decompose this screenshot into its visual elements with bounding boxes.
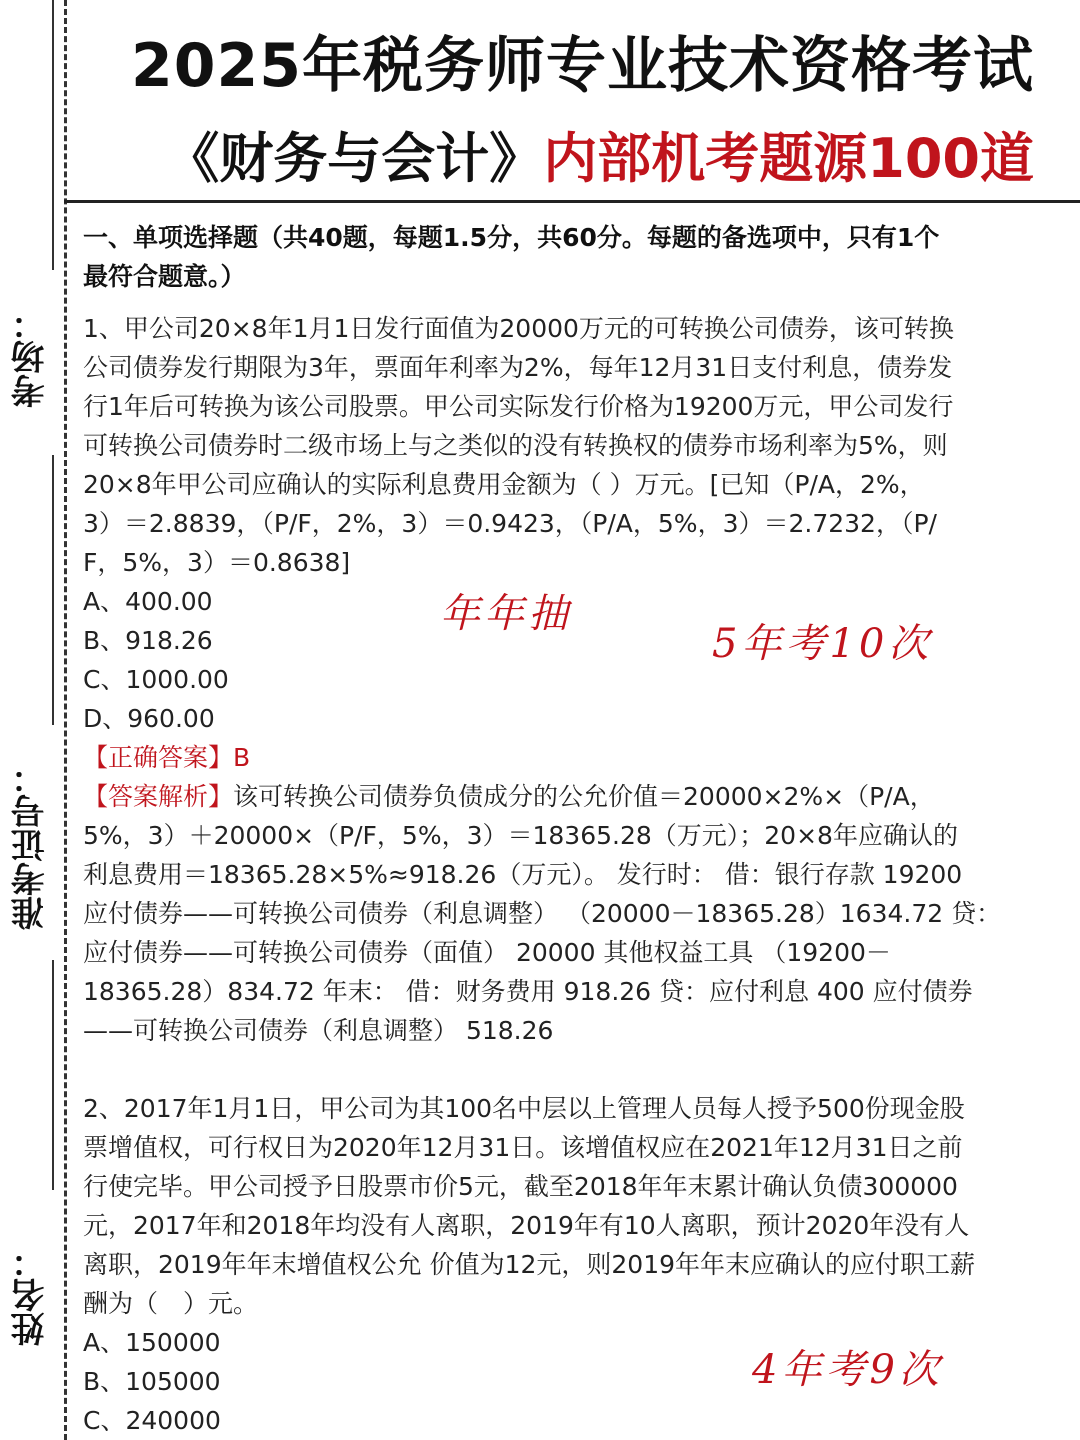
page-subtitle xyxy=(70,116,1080,193)
question-stem-line: 票增值权，可行权日为2020年12月31日。该增值权应在2021年12月31日之前 xyxy=(83,1133,963,1162)
analysis-line: 18365.28）834.72 年末： 借：财务费用 918.26 贷：应付利息 400 应付债券 xyxy=(83,977,973,1006)
option-a: A、150000 xyxy=(83,1328,221,1357)
handwritten-note-frequency-q2: 4年考9次 xyxy=(752,1347,943,1393)
analysis-line: ——可转换公司债券（利息调整） 518.26 xyxy=(83,1016,554,1045)
admission-number-label: 准考证号： xyxy=(11,760,51,930)
option-b: B、105000 xyxy=(83,1367,221,1396)
analysis-first-line xyxy=(83,777,1056,816)
subject-name: 《财务与会计》 xyxy=(165,127,544,190)
analysis-text: 该可转换公司债券负债成分的公允价值＝20000×2%×（P/A， xyxy=(233,782,935,811)
question-stem-line: 行1年后可转换为该公司股票。甲公司实际发行价格为19200万元，甲公司发行 xyxy=(83,392,954,421)
header-divider xyxy=(64,200,1080,203)
question-stem-line: F，5%，3）＝0.8638] xyxy=(83,548,351,577)
question-spacer xyxy=(83,1050,1056,1089)
correct-answer-value: B xyxy=(233,743,251,772)
candidate-name-label: 姓名： xyxy=(11,1244,51,1346)
analysis-line: 利息费用＝18365.28×5%≈918.26（万元）。 发行时： 借：银行存款 19200 xyxy=(83,860,963,889)
question-stem-line: 行使完毕。甲公司授予日股票市价5元，截至2018年年末累计确认负债300000 xyxy=(83,1172,958,1201)
page-title: 2025年税务师专业技术资格考试 xyxy=(131,31,1034,101)
question-stem-line: 公司债券发行期限为3年，票面年利率为2%，每年12月31日支付利息，债券发 xyxy=(83,353,953,382)
binding-rule-middle xyxy=(52,455,54,725)
handwritten-note-yearly: 年年抽 xyxy=(440,591,572,637)
question-content xyxy=(83,218,1056,1440)
question-stem-line: 2、2017年1月1日，甲公司为其100名中层以上管理人员每人授予500份现金股 xyxy=(83,1094,965,1123)
analysis-label: 【答案解析】 xyxy=(83,782,234,811)
question-stem-line: 元，2017年和2018年均没有人离职，2019年有10人离职，预计2020年没有人 xyxy=(83,1211,970,1240)
analysis-line: 应付债券——可转换公司债券（利息调整） （20000－18365.28）1634.72 贷： xyxy=(83,899,1002,928)
question-stem-line: 酬为（ ）元。 xyxy=(83,1289,259,1318)
cut-line-dashed xyxy=(64,0,67,1440)
handwritten-note-frequency-q1: 5年考10次 xyxy=(712,621,933,667)
subtitle-highlight: 内部机考题源100道 xyxy=(543,127,1034,190)
question-stem-line: 3）＝2.8839，（P/F，2%，3）＝0.9423，（P/A，5%，3）＝2.7232，（P/ xyxy=(83,509,937,538)
question-stem-line: 可转换公司债券时二级市场上与之类似的没有转换权的债券市场利率为5%，则 xyxy=(83,431,948,460)
section-heading-line: 一、单项选择题（共40题，每题1.5分，共60分。每题的备选项中，只有1个 xyxy=(83,223,940,252)
binding-rule-bottom xyxy=(52,960,54,1190)
correct-answer xyxy=(83,738,1056,777)
question-stem-line: 离职，2019年年末增值权公允 价值为12元，则2019年年末应确认的应付职工薪 xyxy=(83,1250,976,1279)
option-d: D、960.00 xyxy=(83,704,215,733)
question-stem-line: 1、甲公司20×8年1月1日发行面值为20000万元的可转换公司债券，该可转换 xyxy=(83,314,954,343)
analysis-line: 5%，3）＋20000×（P/F，5%，3）＝18365.28（万元）；20×8年应确认的 xyxy=(83,821,958,850)
option-c: C、1000.00 xyxy=(83,665,229,694)
option-a: A、400.00 xyxy=(83,587,213,616)
question-stem-line: 20×8年甲公司应确认的实际利息费用金额为（ ）万元。[已知（P/A，2%， xyxy=(83,470,925,499)
option-b: B、918.26 xyxy=(83,626,213,655)
binding-rule-top xyxy=(52,0,54,270)
exam-room-label: 考场： xyxy=(11,306,51,408)
section-heading-line: 最符合题意。） xyxy=(83,262,246,291)
analysis-line: 应付债券——可转换公司债券（面值） 20000 其他权益工具 （19200－ xyxy=(83,938,891,967)
correct-answer-label: 【正确答案】 xyxy=(83,743,234,772)
option-c: C、240000 xyxy=(83,1406,221,1435)
question-1 xyxy=(83,309,1056,1050)
